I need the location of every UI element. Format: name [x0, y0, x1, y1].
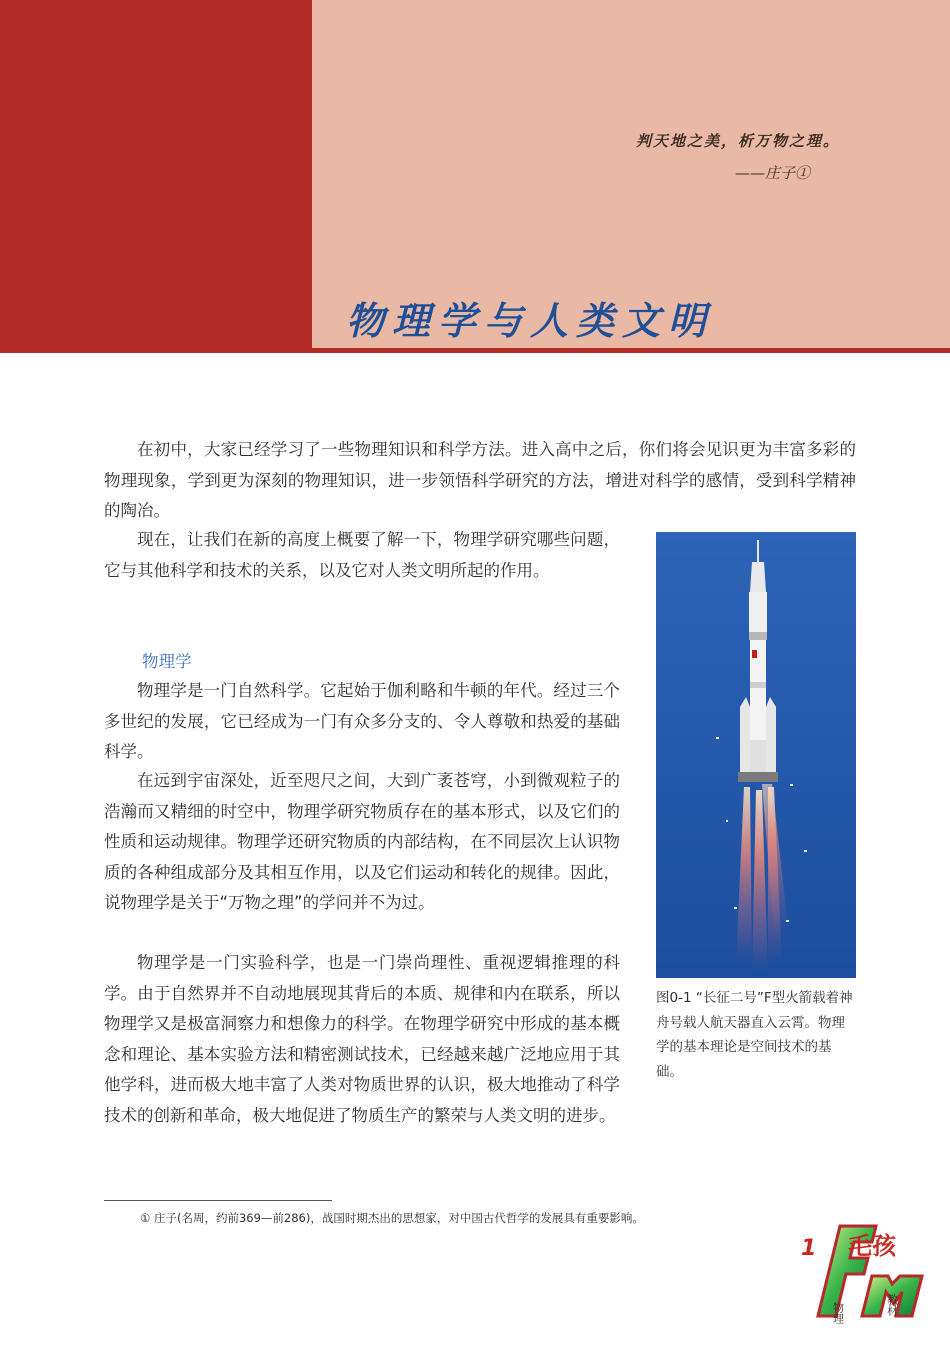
page-number: 1 — [801, 1236, 817, 1261]
footnote: ① 庄子(名周，约前369—前286)，战国时期杰出的思想家，对中国古代哲学的发展具有重要影响。 — [140, 1211, 644, 1225]
section-paragraph-2: 在远到宇宙深处，近至咫尺之间，大到广袤苍穹，小到微观粒子的浩瀚而又精细的时空中，物理学研究物质存在的基本形式，以及它们的性质和运动规律。物理学还研究物质的内部结构，在不同层次上认识物质的各种组成部分及其相互作用，以及它们运动和转化的规律。因此，说物理学是关于“万物之理”的学问并不为过。 — [104, 771, 620, 912]
logo-main-text: 毛孩 — [848, 1231, 896, 1260]
intro-paragraph-1: 在初中，大家已经学习了一些物理知识和科学方法。进入高中之后，你们将会见识更为丰富多彩的物理现象，学到更为深刻的物理知识，进一步领悟科学研究的方法，增进对科学的感情，受到科学精神的陶冶。 — [104, 440, 856, 520]
epigraph-quote: 判天地之美，析万物之理。 — [636, 132, 841, 150]
epigraph-author: ——庄子① — [735, 164, 811, 182]
banner-red-panel — [0, 0, 312, 353]
section-paragraph-1: 物理学是一门自然科学。它起始于伽利略和牛顿的年代。经过三个多世纪的发展，它已经成为一门有众多分支的、令人尊敬和热爱的基础科学。 — [104, 681, 620, 761]
footnote-divider — [104, 1200, 332, 1201]
logo-right-text: 教材 — [885, 1294, 899, 1316]
publisher-logo — [814, 1214, 926, 1324]
logo-left-text: 物理 — [831, 1302, 845, 1324]
section-heading: 物理学 — [142, 652, 192, 671]
intro-paragraph-2: 现在，让我们在新的高度上概要了解一下，物理学研究哪些问题，它与其他科学和技术的关系，以及它对人类文明所起的作用。 — [104, 530, 620, 580]
figure-caption: 图0-1 “长征二号”F型火箭载着神舟号载人航天器直入云霄。物理学的基本理论是空间技术的基础。 — [656, 990, 853, 1080]
rocket-launch-photo — [656, 532, 856, 978]
chapter-title: 物理学与人类文明 — [346, 298, 715, 343]
section-paragraph-3: 物理学是一门实验科学，也是一门崇尚理性、重视逻辑推理的科学。由于自然界并不自动地展现其背后的本质、规律和内在联系，所以物理学又是极富洞察力和想像力的科学。在物理学研究中形成的基本概念和理论、基本实验方法和精密测试技术，已经越来越广泛地应用于其他学科，进而极大地丰富了人类对物质世界的认识，极大地推动了科学技术的创新和革命，极大地促进了物质生产的繁荣与人类文明的进步。 — [104, 953, 620, 1125]
banner-divider — [312, 348, 950, 353]
